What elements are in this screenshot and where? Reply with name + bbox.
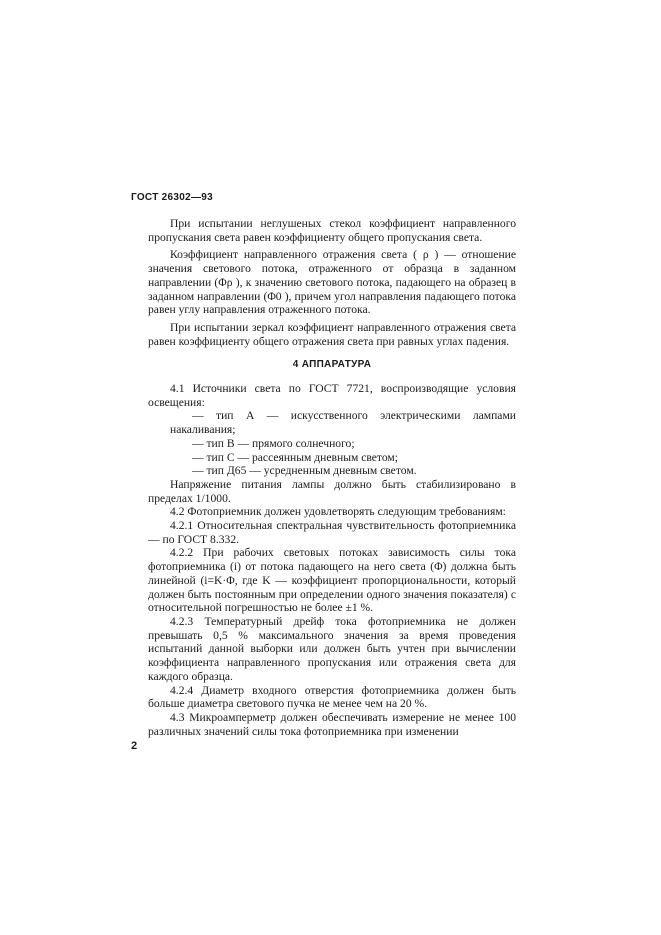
paragraph-reflection-coefficient: Коэффициент направленного отражения света ( ρ ) — отношение значения светового потока, отраженного от образца в заданном направлении (Φρ ), к значению светового потока, падающего на образец в заданном направлении (Φ0 ), причем угол направления падающего потока равен углу направления отраженного потока.: [148, 248, 516, 317]
section-title-apparatus: 4 АППАРАТУРА: [292, 359, 372, 371]
paragraph-voltage: Напряжение питания лампы должно быть стабилизировано в пределах 1/1000.: [148, 477, 516, 505]
list-item-type-a: — тип А — искусственного электрическими лампами накаливания;: [170, 409, 516, 437]
paragraph-4-2-1: 4.2.1 Относительная спектральная чувствительность фотоприемника — по ГОСТ 8.332.: [148, 519, 516, 546]
paragraph-4-2-4: 4.2.4 Диаметр входного отверстия фотоприемника должен быть больше диаметра светового пучка не менее чем на 20 %.: [148, 683, 516, 711]
paragraph-4-2: 4.2 Фотоприемник должен удовлетворять следующим требованиям:: [170, 505, 506, 519]
paragraph-4-3: 4.3 Микроамперметр должен обеспечивать измерение не менее 100 различных значений силы тока фотоприемника при изменении: [148, 710, 516, 738]
document-body: [148, 217, 516, 738]
paragraph-unfrosted-glass: При испытании неглушеных стекол коэффициент направленного пропускания света равен коэффициенту общего пропускания света.: [148, 217, 516, 244]
paragraph-4-2-2: 4.2.2 При рабочих световых потоках зависимость силы тока фотоприемника (i) от потока падающего на него света (Φ) должна быть линейной (i=K·Φ, где K — коэффициент пропорциональности, который должен быть постоянным при определении одного значения показателя) с относительной погрешностью не более ±1 %.: [148, 546, 516, 615]
paragraph-mirrors: При испытании зеркал коэффициент направленного отражения света равен коэффициенту общего отражения света при равных углах падения.: [148, 320, 516, 348]
list-item-type-b: — тип В — прямого солнечного;: [192, 436, 355, 450]
paragraph-4-2-3: 4.2.3 Температурный дрейф тока фотоприемника не должен превышать 0,5 % максимального значения за время проведения испытаний данной выборки или должен быть учтен при вычислении коэффициента направленного пропускания или отражения света для каждого образца.: [148, 614, 516, 683]
list-item-type-d65: — тип Д65 — усредненным дневным светом.: [192, 464, 417, 478]
document-header: ГОСТ 26302—93: [131, 192, 214, 203]
page-number: 2: [131, 740, 138, 752]
list-item-type-c: — тип С — рассеянным дневным светом;: [192, 450, 398, 464]
paragraph-4-1: 4.1 Источники света по ГОСТ 7721, воспроизводящие условия освещения:: [148, 382, 516, 409]
